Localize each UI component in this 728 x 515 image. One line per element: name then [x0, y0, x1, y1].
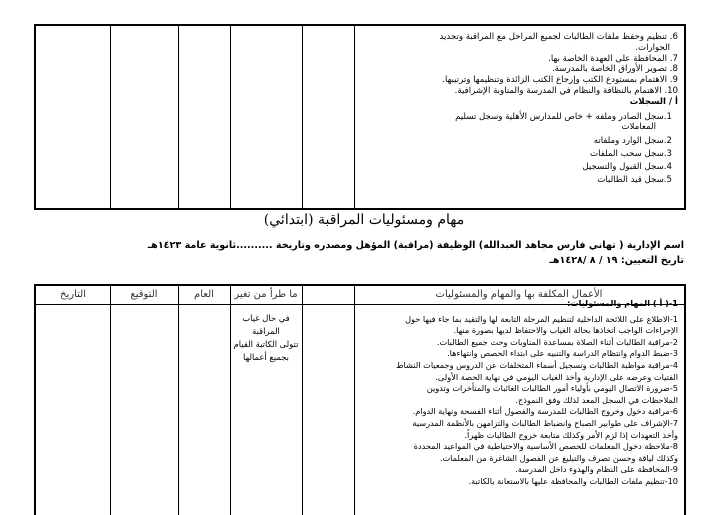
duty-item: الفتيات وعرضه على الإدارية وأخذ الغياب اليومي في نهاية الحصة الأولى.: [435, 371, 678, 382]
records-title: أ / السجلات: [629, 96, 678, 107]
duties-title: 1-( أ ) المهام والمسئوليات:: [567, 298, 678, 308]
duty-item: 7. المحافظة على العهدة الخاصة بها.: [548, 53, 678, 64]
duty-item: 2-مراقبة الطالبات أثناء الصلاة بمساعدة المناوبات وحث جميع الطالبات.: [436, 336, 678, 347]
header-emergency: ما طرأ من تغير: [234, 289, 298, 300]
emergency-note: [232, 312, 300, 364]
column-divider: [302, 286, 303, 515]
responsibilities-table-bottom: [34, 284, 686, 515]
record-item: 2.سجل الوارد وملفاته: [593, 136, 672, 147]
responsibilities-table-top: [34, 24, 686, 210]
records-list: [358, 97, 678, 186]
duty-item: 9. الاهتمام بمستودع الكتب وإرجاع الكتب الزائدة وتنظيمها وترتيبها.: [442, 75, 678, 86]
duties-list-bottom: [358, 298, 678, 488]
duty-item: 8. تصوير الأوراق الخاصة بالمدرسة.: [551, 64, 678, 75]
record-item: 4.سجل القبول والتسجيل: [582, 161, 672, 172]
appointment-date-line: تاريخ التعيين: ١٩ / ٨ /١٤٢٨هـ: [549, 255, 684, 266]
employee-info-line: اسم الإدارية ( تهاني فارس مجاهد العبدالله) الوظيفة (مراقبة) المؤهل ومصدره وتاريخة ..........ثانوية عامة ١٤٢٣هـ: [147, 240, 684, 251]
duty-item: الحوارات.: [635, 42, 670, 53]
duty-item: 7-الإشراف على طوابير الصباح وانضباط الطالبات والتزامهن بالأنظمة المدرسية: [412, 417, 678, 428]
record-item: 3.سجل سحب الملفات: [590, 148, 672, 159]
page-title: مهام ومسئوليات المراقبة (ابتدائي): [263, 212, 465, 228]
duty-item: الإجراءات الواجب اتخاذها بحالة الغياب والاحتفاظ لديها بصورة منها.: [453, 325, 678, 336]
header-date: التاريخ: [60, 289, 86, 300]
emergency-note-line: في حال غياب المراقبة: [242, 313, 290, 336]
duty-item: وكذلك لياقة وحسن تصرف والتبليغ عن الفصول الشاغرة من المعلمات.: [439, 452, 678, 463]
duty-item: 10-تنظيم ملفات الطالبات والمحافظة عليها بالاستعانة بالكاتبة.: [468, 475, 678, 486]
duty-item: 3-ضبط الدوام وانتظام الدراسة والتنبيه على ابتداء الحصص وانتهاءها.: [447, 348, 678, 359]
emergency-note-line: تتولى الكاتبة القيام: [233, 339, 299, 349]
column-divider: [230, 26, 231, 208]
duty-item: 1-الاطلاع على اللائحة الداخلية لتنظيم المرحلة التابعة لها والتقيد بما جاء فيها حول: [405, 313, 678, 324]
column-divider: [354, 26, 355, 208]
column-divider: [110, 26, 111, 208]
duty-item: 9-المحافظة على النظام والهدوء داخل المدرسة.: [515, 464, 678, 475]
column-divider: [178, 286, 179, 515]
duty-item: الملاحظات في السجل المعد لذلك وفق النموذج.: [515, 394, 678, 405]
duties-list-top: [358, 32, 678, 185]
duty-item: 5-ضرورة الاتصال اليومي بأولياء أمور الطالبات الغائبات والمتأخرات وتدوين: [426, 383, 678, 394]
duty-item: 6. تنظيم وحفظ ملفات الطالبات لجميع المراحل مع المراقبة وتجديد: [439, 32, 678, 42]
record-item: المعاملات: [621, 122, 656, 133]
column-divider: [110, 286, 111, 515]
column-divider: [302, 26, 303, 208]
emergency-note-line: بجميع أعمالها: [243, 352, 289, 362]
record-item: 1.سجل الصادر وملفه + خاص للمدارس الأهلية وسجل تسليم: [455, 111, 672, 122]
duty-item: 10. الاهتمام بالنظافة والنظام في المدرسة والمناوبة الإشرافية.: [454, 85, 678, 96]
header-signature: التوقيع: [130, 289, 158, 300]
duty-item: 6-مراقبة دخول وخروج الطالبات للمدرسة والفصول أثناء الفسحة ونهاية الدوام.: [412, 406, 678, 417]
header-general: العام: [194, 289, 214, 300]
column-divider: [178, 26, 179, 208]
header-duties: الأعمال المكلفة بها والمهام والمسئوليات: [435, 289, 603, 300]
column-divider: [230, 286, 231, 515]
duty-item: وأخذ التعهدات إذا لزم الأمر وكذلك متابعة خروج الطالبات ظهراً.: [464, 429, 678, 440]
duty-item: 8-ملاحظة دخول المعلمات للحصص الأساسية والاحتياطية في المواعيد المحددة: [413, 441, 678, 452]
record-item: 5.سجل قيد الطالبات: [597, 174, 672, 185]
duty-item: 4-مراقبة مواظبة الطالبات وتسجيل أسماء المتخلفات عن الدروس وجمعيات النشاط: [395, 359, 678, 370]
column-divider: [354, 286, 355, 515]
